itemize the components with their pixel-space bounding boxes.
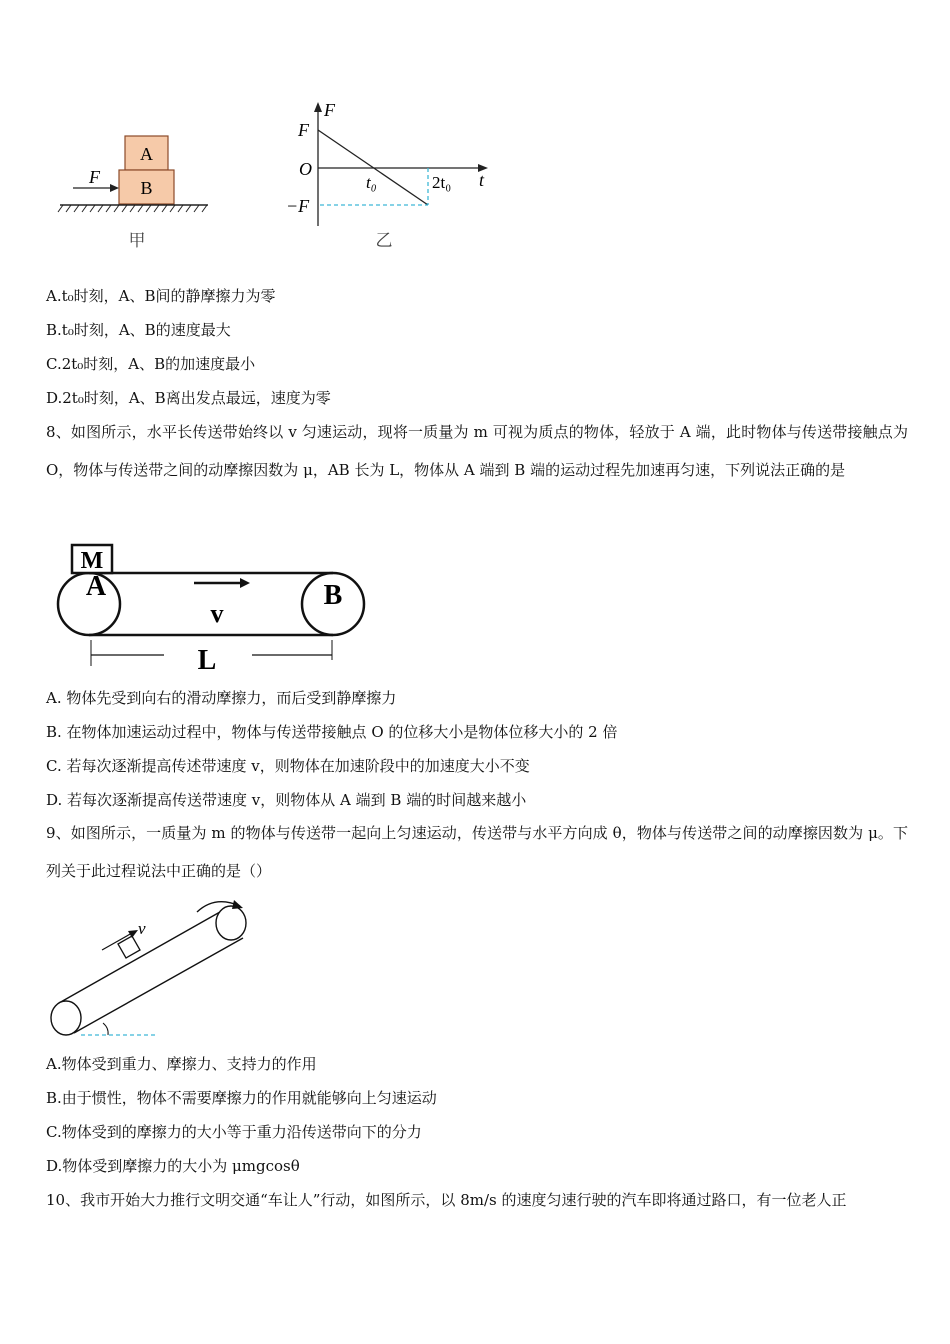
wheel-b-label: B — [323, 580, 343, 611]
q9-option-b: B.由于惯性，物体不需要摩擦力的作用就能够向上匀速运动 — [46, 1089, 437, 1107]
q9-option-c: C.物体受到的摩擦力的大小等于重力沿传送带向下的分力 — [46, 1123, 422, 1141]
origin-label: O — [299, 159, 312, 179]
force-label: F — [89, 167, 100, 187]
t0-label: t₀ — [366, 173, 377, 192]
q9-option-d: D.物体受到摩擦力的大小为 μmgcosθ — [46, 1157, 300, 1175]
q7-option-c: C.2t₀时刻，A、B的加速度最小 — [46, 355, 256, 373]
block-m-label: M — [80, 548, 104, 574]
t2-label: 2t₀ — [432, 173, 452, 192]
q8-option-c: C. 若每次逐渐提高传述带速度 v，则物体在加速阶段中的加速度大小不变 — [46, 757, 530, 775]
q8-stem: 8、如图所示，水平长传送带始终以 v 匀速运动，现将一质量为 m 可视为质点的物体，轻放于 A 端，此时物体与传送带接触点为 O，物体与传送带之间的动摩擦因数为 μ，AB 长为 L，物体从 A 端到 B 端的运动过程先加速再匀速，下列说法正确的是 — [46, 423, 908, 479]
belt-velocity-label: v — [210, 599, 224, 628]
figure-jia — [55, 128, 215, 258]
block-a-label: A — [140, 144, 153, 164]
block-b-label: B — [140, 178, 153, 198]
q7-option-d: D.2t₀时刻，A、B离出发点最远，速度为零 — [46, 389, 331, 407]
q8-option-a: A. 物体先受到向右的滑动摩擦力，而后受到静摩擦力 — [46, 689, 397, 707]
caption-yi: 乙 — [375, 231, 393, 250]
figure-conveyor-horizontal — [52, 540, 372, 675]
figure-yi — [280, 98, 495, 258]
q7-option-b: B.t₀时刻，A、B的速度最大 — [46, 321, 231, 339]
f-positive-label: F — [298, 120, 309, 140]
length-label: L — [197, 645, 217, 675]
q9-option-a: A.物体受到重力、摩擦力、支持力的作用 — [46, 1055, 317, 1073]
q8-option-d: D. 若每次逐渐提高传送带速度 v，则物体从 A 端到 B 端的时间越来越小 — [46, 791, 527, 809]
y-axis-label: F — [324, 100, 335, 120]
incline-velocity-label: v — [138, 919, 146, 938]
f-negative-label: −F — [286, 196, 310, 216]
q7-option-a: A.t₀时刻，A、B间的静摩擦力为零 — [46, 287, 276, 305]
q10-stem: 10、我市开始大力推行文明交通“车让人”行动，如图所示，以 8m/s 的速度匀速行驶的汽车即将通过路口，有一位老人正 — [46, 1191, 847, 1209]
wheel-a-label: A — [85, 571, 107, 602]
x-axis-label: t — [479, 170, 485, 190]
caption-jia: 甲 — [128, 231, 146, 250]
figure-conveyor-inclined — [45, 890, 260, 1040]
q9-stem: 9、如图所示，一质量为 m 的物体与传送带一起向上匀速运动，传送带与水平方向成 θ，物体与传送带之间的动摩擦因数为 μ。下列关于此过程说法中正确的是（） — [46, 824, 908, 880]
q8-option-b: B. 在物体加速运动过程中，物体与传送带接触点 O 的位移大小是物体位移大小的 2 倍 — [46, 723, 618, 741]
